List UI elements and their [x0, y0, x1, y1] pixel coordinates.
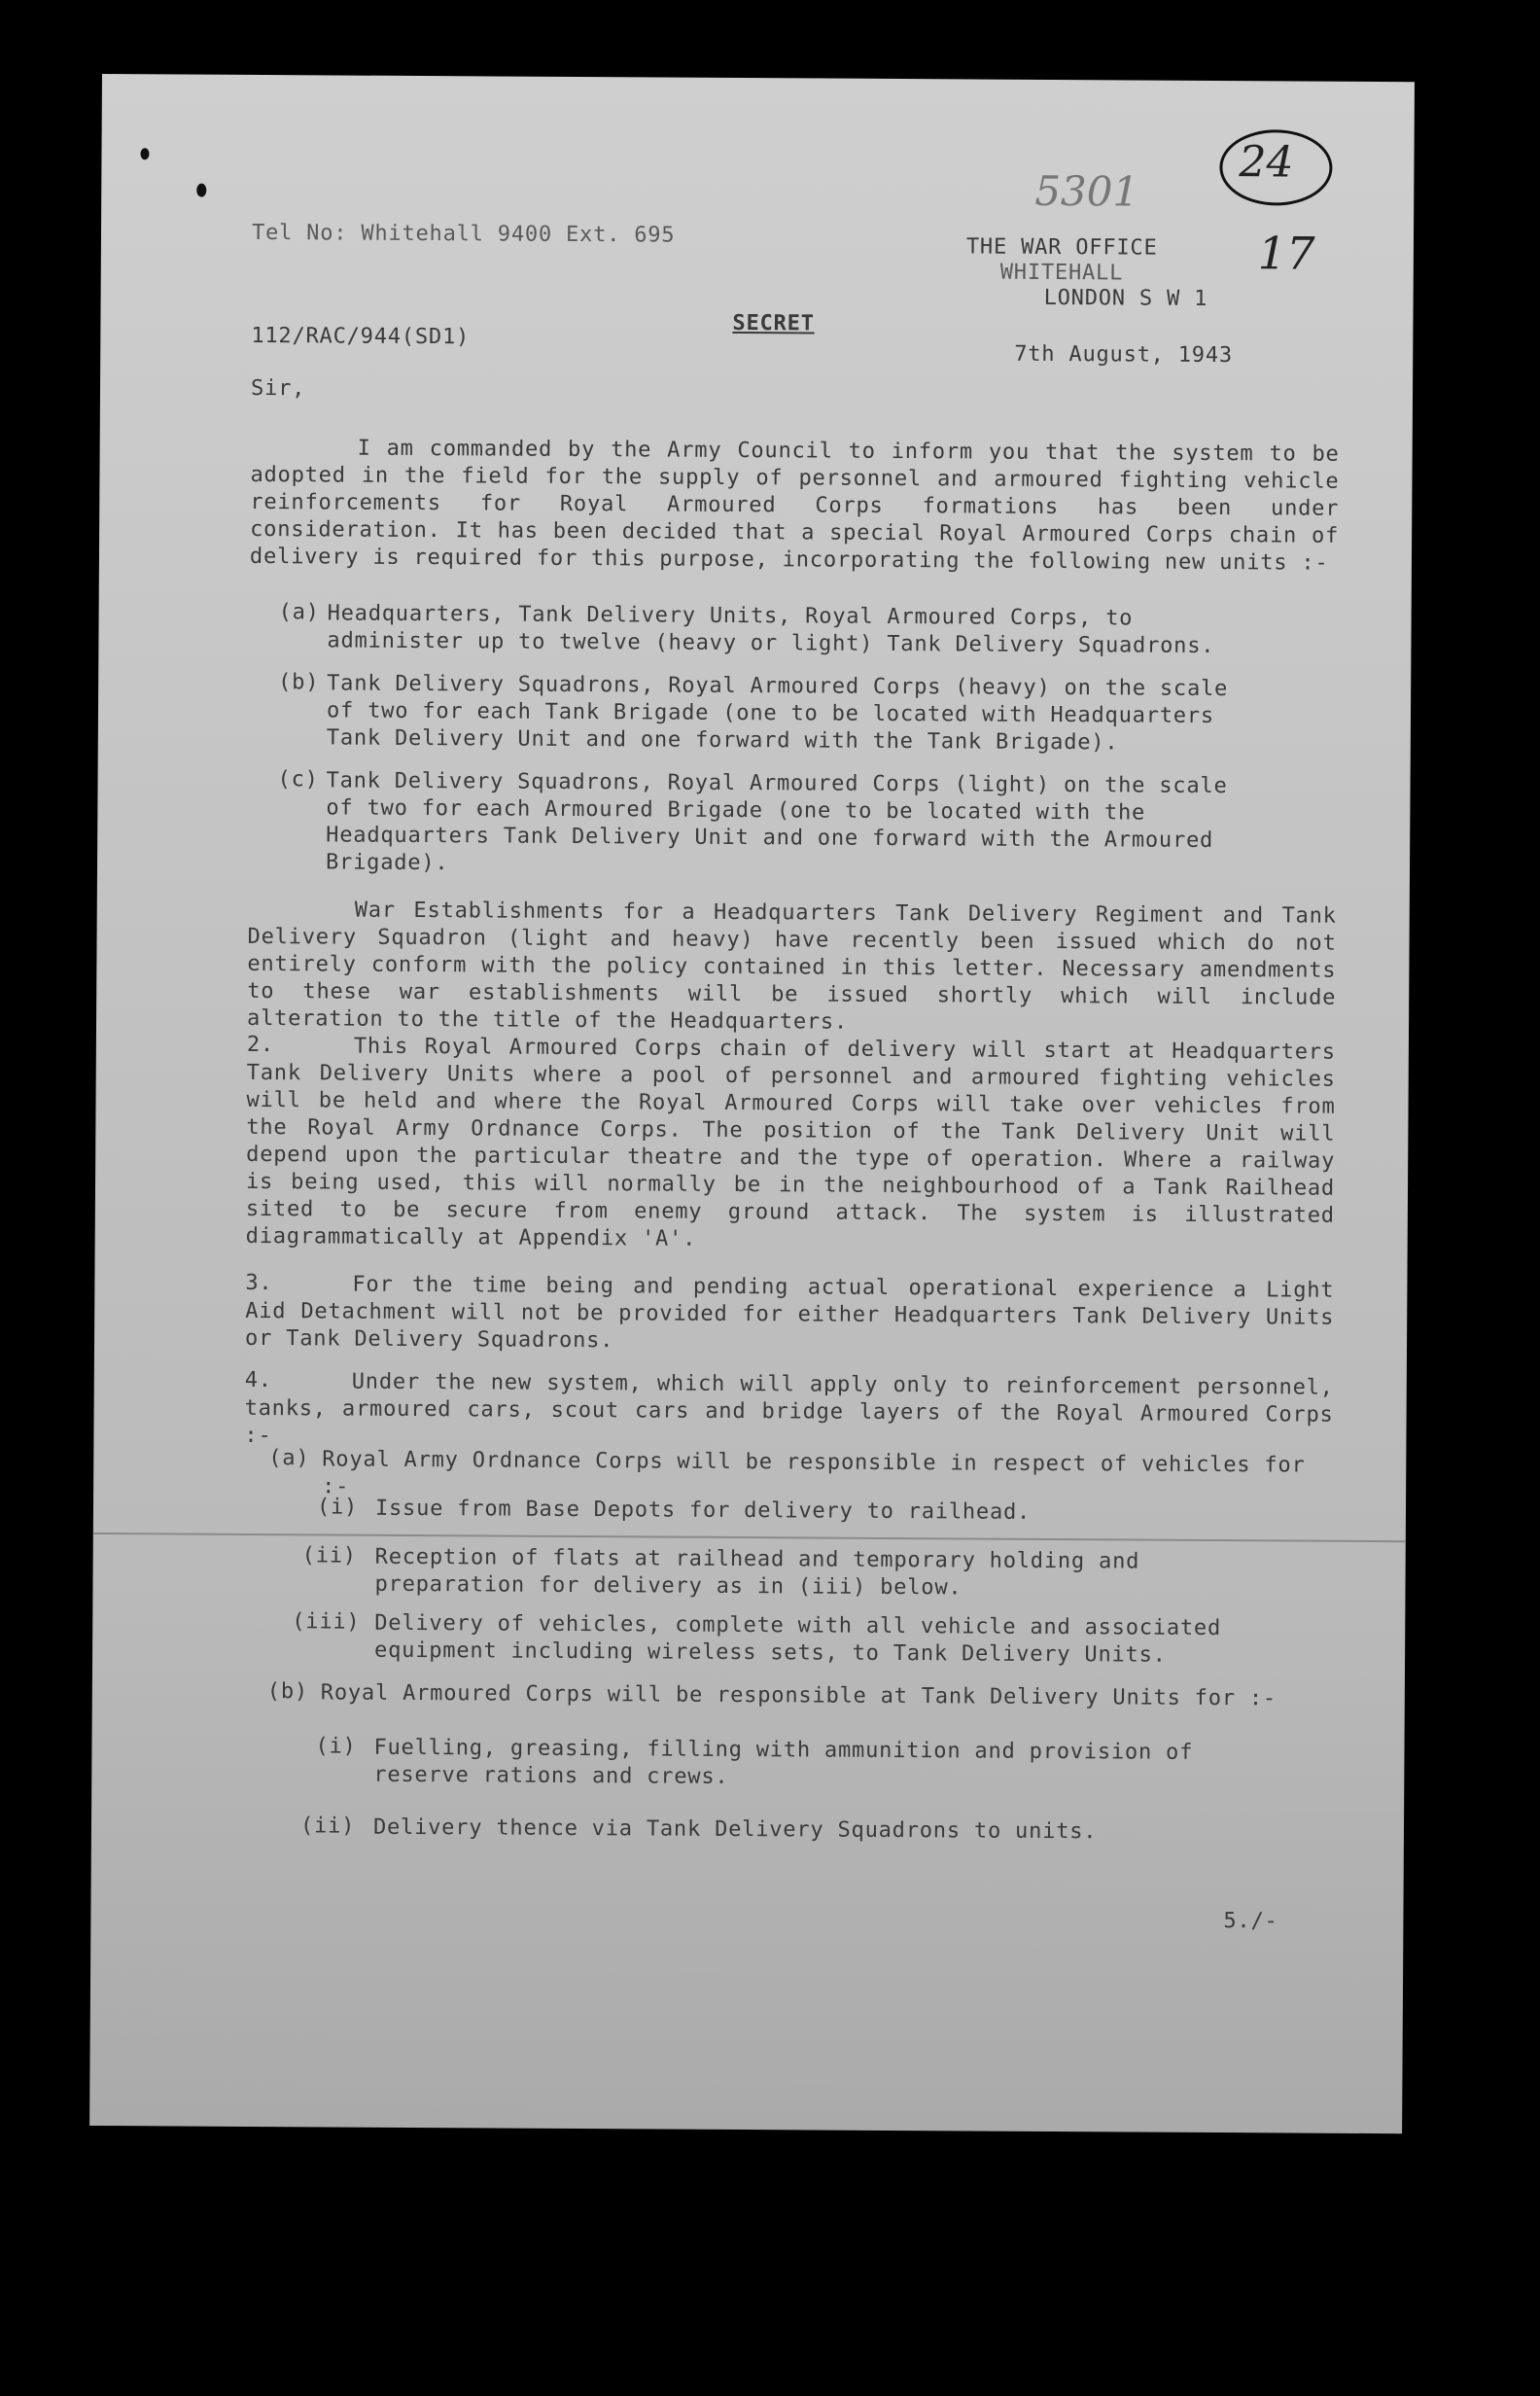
item-4b-i-label: (i) [315, 1734, 357, 1759]
paragraph-4b-label: (b) [266, 1679, 309, 1705]
item-b-label: (b) [278, 670, 320, 695]
folio-number: 17 [1257, 227, 1315, 280]
paragraph-1b: War Establishments for a Headquarters Tank Delivery Regiment and Tank Delivery Squadron (light and heavy) have recently been issued which do not entirely conform with the policy contained in this letter. Necessary amendments to these war establishments will be issued shortly which will include alteration to the title of the Headquarters. [246, 898, 1337, 1035]
paragraph-4a-text: Royal Army Ordnance Corps will be responsible in respect of vehicles for :- [322, 1447, 1306, 1499]
catchword: 5./- [1223, 1909, 1278, 1934]
fold-line [93, 1533, 1406, 1542]
paragraph-2-number: 2. [246, 1032, 275, 1058]
item-a-label: (a) [278, 600, 320, 625]
paragraph-4: Under the new system, which will apply only to reinforcement personnel, tanks, armoured cars, scout cars and bridge layers of the Royal Armoured Corps :- [244, 1369, 1334, 1449]
paragraph-1: I am commanded by the Army Council to inform you that the system to be adopted in the field for the supply of personnel and armoured fighting vehicle reinforcements for Royal Armoured Corps formations has been under consideration. It has been decided that a special Royal Armoured Corps chain of delivery is required for this purpose, incorporating the following new units :- [249, 436, 1340, 576]
item-4a-i-label: (i) [316, 1495, 359, 1520]
office-line-3: LONDON S W 1 [1043, 285, 1208, 311]
item-4b-ii-text: Delivery thence via Tank Delivery Squadrons to units. [372, 1815, 1098, 1845]
document-sheet [89, 74, 1415, 2133]
ink-mark [140, 148, 149, 159]
office-line-1: THE WAR OFFICE [965, 234, 1158, 261]
paragraph-3-number: 3. [245, 1270, 273, 1296]
classification: SECRET [732, 310, 815, 336]
handwritten-number: 5301 [1034, 166, 1139, 216]
office-line-2: WHITEHALL [999, 260, 1124, 286]
item-a-text: Headquarters, Tank Delivery Units, Royal Armoured Corps, to administer up to twelve (heavy or light) Tank Delivery Squadrons. [327, 601, 1215, 659]
ink-mark [196, 184, 206, 197]
paragraph-4-number: 4. [244, 1367, 272, 1393]
paragraph-4b-text: Royal Armoured Corps will be responsible at Tank Delivery Units for :- [320, 1680, 1278, 1711]
item-4b-ii-label: (ii) [299, 1814, 356, 1839]
salutation: Sir, [250, 375, 306, 402]
letter-date: 7th August, 1943 [1014, 341, 1234, 369]
item-4a-iii-text: Delivery of vehicles, complete with all vehicle and associated equipment including wireless sets, to Tank Delivery Units. [374, 1610, 1222, 1668]
paragraph-2: This Royal Armoured Corps chain of delivery will start at Headquarters Tank Delivery Units where a pool of personnel and armoured fighting vehicles will be held and where the Royal Armoured Corps will take over vehicles from the Royal Army Ordnance Corps. The position of the Tank Delivery Unit will depend upon the particular theatre and the type of operation. Where a railway is being used, this will normally be in the neighbourhood of a Tank Railhead sited to be secure from enemy ground attack. The system is illustrated diagrammatically at Appendix 'A'. [245, 1034, 1336, 1251]
reference-number: 112/RAC/944(SD1) [251, 323, 471, 350]
telephone-line: Tel No: Whitehall 9400 Ext. 695 [251, 220, 676, 248]
item-c-text: Tank Delivery Squadrons, Royal Armoured Corps (light) on the scale of two for each Armoured Brigade (one to be located with the Headquarters Tank Delivery Unit and one forward with the Armoured Brigade). [325, 768, 1228, 876]
item-4a-i-text: Issue from Base Depots for delivery to railhead. [374, 1496, 1032, 1525]
item-4a-ii-text: Reception of flats at railhead and temporary holding and preparation for delivery as in (iii) below. [374, 1544, 1140, 1601]
item-c-label: (c) [277, 767, 319, 793]
item-b-text: Tank Delivery Squadrons, Royal Armoured Corps (heavy) on the scale of two for each Tank Brigade (one to be located with Headquarters Tank Delivery Unit and one forward with the Tank Brigade). [326, 671, 1229, 756]
paragraph-4a-label: (a) [268, 1446, 310, 1471]
item-4a-ii-label: (ii) [301, 1543, 357, 1568]
folio-circled: 24 [1239, 137, 1294, 188]
item-4b-i-text: Fuelling, greasing, filling with ammunition and provision of reserve rations and crews. [373, 1735, 1194, 1789]
item-4a-iii-label: (iii) [292, 1609, 361, 1635]
paragraph-3: For the time being and pending actual operational experience a Light Aid Detachment will not be provided for either Headquarters Tank Delivery Units or Tank Delivery Squadrons. [244, 1272, 1335, 1354]
